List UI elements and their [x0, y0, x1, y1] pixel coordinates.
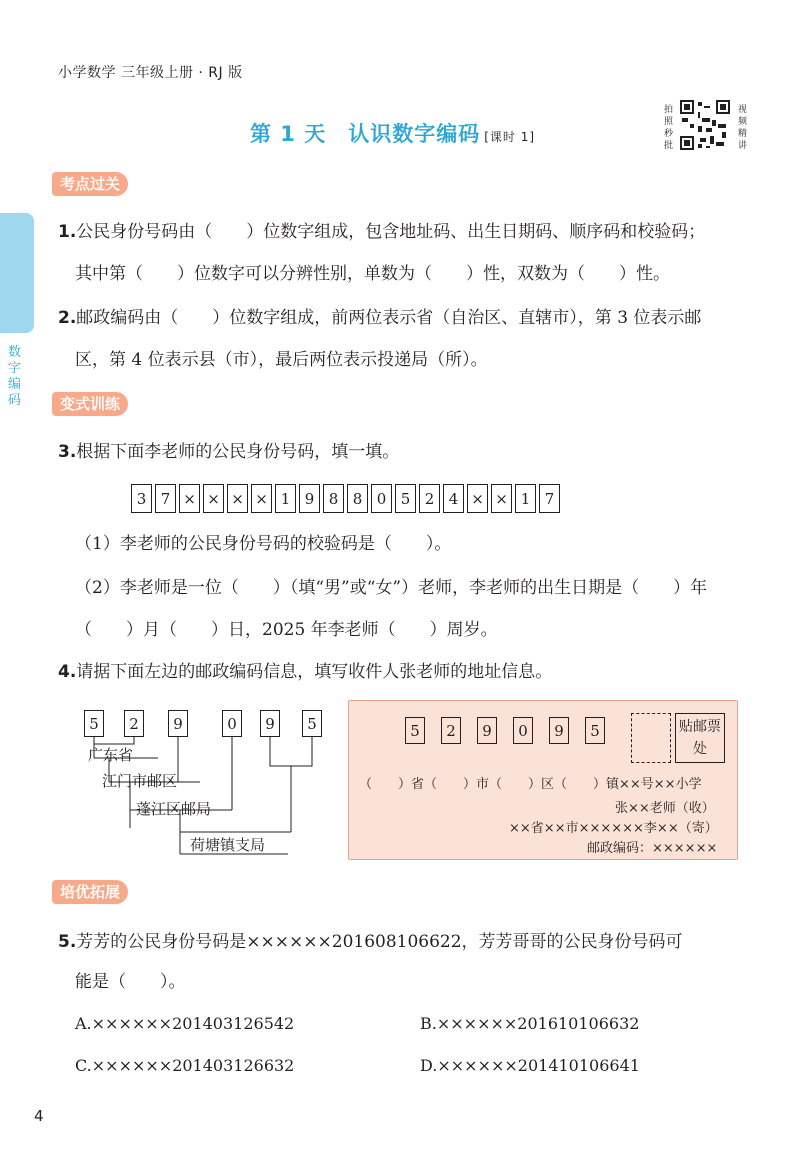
- postcode-digit-box: 9: [168, 710, 188, 737]
- option-d: D.××××××201410106641: [420, 1056, 640, 1075]
- envelope-address-line: （ ）省（ ）市（ ）区（ ）镇××号××小学: [359, 777, 702, 792]
- question-2-line2: 区，第 4 位表示县（市），最后两位表示投递局（所）。: [75, 350, 488, 370]
- id-digit-box: ×: [467, 484, 488, 513]
- id-digit-box: 0: [371, 484, 392, 513]
- envelope-postcode-box: 0: [513, 717, 533, 744]
- postcode-digit-box: 9: [260, 710, 280, 737]
- question-number: 2.: [58, 308, 77, 328]
- question-1-line2: 其中第（ ）位数字可以分辨性别，单数为（ ）性，双数为（ ）性。: [75, 264, 670, 284]
- option-b: B.××××××201610106632: [420, 1014, 640, 1033]
- question-text: 邮政编码由（ ）位数字组成，前两位表示省（自治区、直辖市），第 3 位表示邮: [76, 308, 702, 328]
- side-tab: [0, 213, 34, 333]
- id-digit-box: 4: [443, 484, 464, 513]
- postcode-digit-box: 5: [302, 710, 322, 737]
- postcode-digit-box: 2: [124, 710, 144, 737]
- section-label-bianshi: 变式训练: [52, 392, 128, 416]
- envelope-sender-postcode: 邮政编码：××××××: [587, 841, 718, 856]
- question-text: 请据下面左边的邮政编码信息，填写收件人张老师的地址信息。: [76, 662, 553, 682]
- side-tab-label: 数字编码: [8, 345, 22, 408]
- envelope-sender: ××省××市××××××李××（寄）: [509, 821, 718, 836]
- page-number: 4: [34, 1107, 44, 1125]
- question-4: [58, 660, 552, 684]
- id-digit-box: 1: [275, 484, 296, 513]
- lesson-tag: [课时 1]: [484, 130, 536, 144]
- id-digit-box: 9: [299, 484, 320, 513]
- id-digit-box: 5: [395, 484, 416, 513]
- question-text: 根据下面李老师的公民身份号码，填一填。: [76, 442, 400, 462]
- question-1: [58, 220, 705, 244]
- question-number: 1.: [58, 222, 77, 242]
- postcode-label-province: 广东省: [88, 746, 134, 764]
- envelope-postcode: [405, 717, 621, 744]
- question-number: 4.: [58, 662, 77, 682]
- stamp-area: [631, 713, 727, 767]
- id-digit-box: 7: [539, 484, 560, 513]
- postcode-label-office: 荷塘镇支局: [190, 836, 266, 854]
- question-2: [58, 306, 701, 330]
- page-title: [250, 118, 535, 148]
- envelope-postcode-box: 5: [405, 717, 425, 744]
- envelope-postcode-box: 2: [441, 717, 461, 744]
- id-digit-box: 8: [323, 484, 344, 513]
- id-digit-box: 2: [419, 484, 440, 513]
- id-number-boxes: [131, 484, 563, 513]
- envelope: [348, 700, 738, 860]
- question-3-sub2-line1: （2）李老师是一位（ ）（填“男”或“女”）老师，李老师的出生日期是（ ）年: [75, 578, 708, 598]
- option-a: A.××××××201403126542: [75, 1014, 295, 1033]
- option-c: C.××××××201403126632: [75, 1056, 295, 1075]
- id-digit-box: ×: [179, 484, 200, 513]
- postcode-digit-box: 5: [84, 710, 104, 737]
- qr-right-caption: 视频精讲: [738, 105, 748, 151]
- question-3-sub1: （1）李老师的公民身份号码的校验码是（ ）。: [75, 534, 452, 554]
- question-5: [58, 930, 683, 954]
- postcode-label-district: 江门市邮区: [102, 772, 178, 790]
- question-5-line2: 能是（ ）。: [75, 972, 186, 992]
- postcode-diagram: [80, 710, 340, 860]
- id-digit-box: ×: [491, 484, 512, 513]
- question-text: 公民身份号码由（ ）位数字组成，包含地址码、出生日期码、顺序码和校验码；: [76, 222, 706, 242]
- qr-left-caption: 拍照秒批: [664, 105, 674, 151]
- question-number: 3.: [58, 442, 77, 462]
- question-number: 5.: [58, 932, 77, 952]
- id-digit-box: 8: [347, 484, 368, 513]
- question-text: 芳芳的公民身份号码是××××××201608106622，芳芳哥哥的公民身份号码可: [76, 932, 683, 952]
- section-label-kaodian: 考点过关: [52, 172, 128, 196]
- section-label-peiyou: 培优拓展: [52, 880, 128, 904]
- id-digit-box: ×: [227, 484, 248, 513]
- question-3-sub2-line2: （ ）月（ ）日，2025 年李老师（ ）周岁。: [75, 620, 498, 640]
- question-3: [58, 440, 399, 464]
- postcode-digit-box: 0: [222, 710, 242, 737]
- envelope-postcode-box: 9: [549, 717, 569, 744]
- qr-code-icon[interactable]: [680, 100, 730, 150]
- stamp-dashed-box: [631, 713, 671, 763]
- envelope-recipient: 张××老师（收）: [615, 801, 715, 816]
- id-digit-box: ×: [251, 484, 272, 513]
- id-digit-box: 3: [131, 484, 152, 513]
- id-digit-box: ×: [203, 484, 224, 513]
- postcode-label-county: 蓬江区邮局: [136, 800, 212, 818]
- qr-block: [664, 100, 752, 156]
- id-digit-box: 7: [155, 484, 176, 513]
- envelope-postcode-box: 5: [585, 717, 605, 744]
- envelope-postcode-box: 9: [477, 717, 497, 744]
- day-title: 第 1 天 认识数字编码: [250, 122, 481, 146]
- book-title: 小学数学 三年级上册 · RJ 版: [58, 65, 243, 81]
- id-digit-box: 1: [515, 484, 536, 513]
- stamp-box: 贴邮票处: [675, 713, 725, 763]
